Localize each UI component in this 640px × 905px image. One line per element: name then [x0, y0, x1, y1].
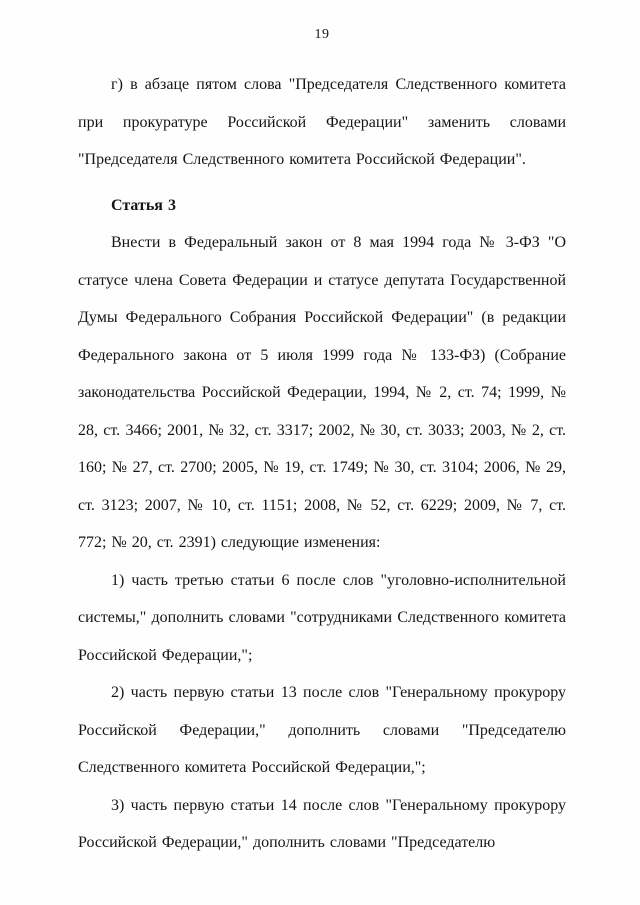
paragraph-item-g: г) в абзаце пятом слова "Председателя Следственного комитета при прокуратуре Российской Федерации" заменить словами "Председателя Следственного комитета Российской Федерации".	[78, 76, 566, 168]
paragraph-item-1: 1) часть третью статьи 6 после слов "уголовно-исполнительной системы," дополнить словами "сотрудниками Следственного комитета Российской Федерации,";	[78, 571, 566, 664]
paragraph-item-2: 2) часть первую статьи 13 после слов "Генеральному прокурору Российской Федерации," дополнить словами "Председателю Следственного комитета Российской Федерации,";	[78, 684, 566, 776]
article-3-heading: Статья 3	[111, 196, 176, 214]
page-number: 19	[314, 27, 330, 42]
paragraph-article-3-intro: Внести в Федеральный закон от 8 мая 1994 года № 3-ФЗ "О статусе члена Совета Федерации и статусе депутата Государственной Думы Федерального Собрания Российской Федерации" (в редакции Федерального закона от 5 июля 1999 года № 133-ФЗ) (Собрание законодательства Российской Федерации, 1994, № 2, ст. 74; 1999, № 28, ст. 3466; 2001, № 32, ст. 3317; 2002, № 30, ст. 3033; 2003, № 2, ст. 160; № 27, ст. 2700; 2005, № 19, ст. 1749; № 30, ст. 3104; 2006, № 29, ст. 3123; 2007, № 10, ст. 1151; 2008, № 52, ст. 6229; 2009, № 7, ст. 772; № 20, ст. 2391) следующие изменения:	[78, 234, 566, 551]
paragraph-item-3: 3) часть первую статьи 14 после слов "Генеральному прокурору Российской Федерации," дополнить словами "Председателю	[78, 796, 566, 851]
